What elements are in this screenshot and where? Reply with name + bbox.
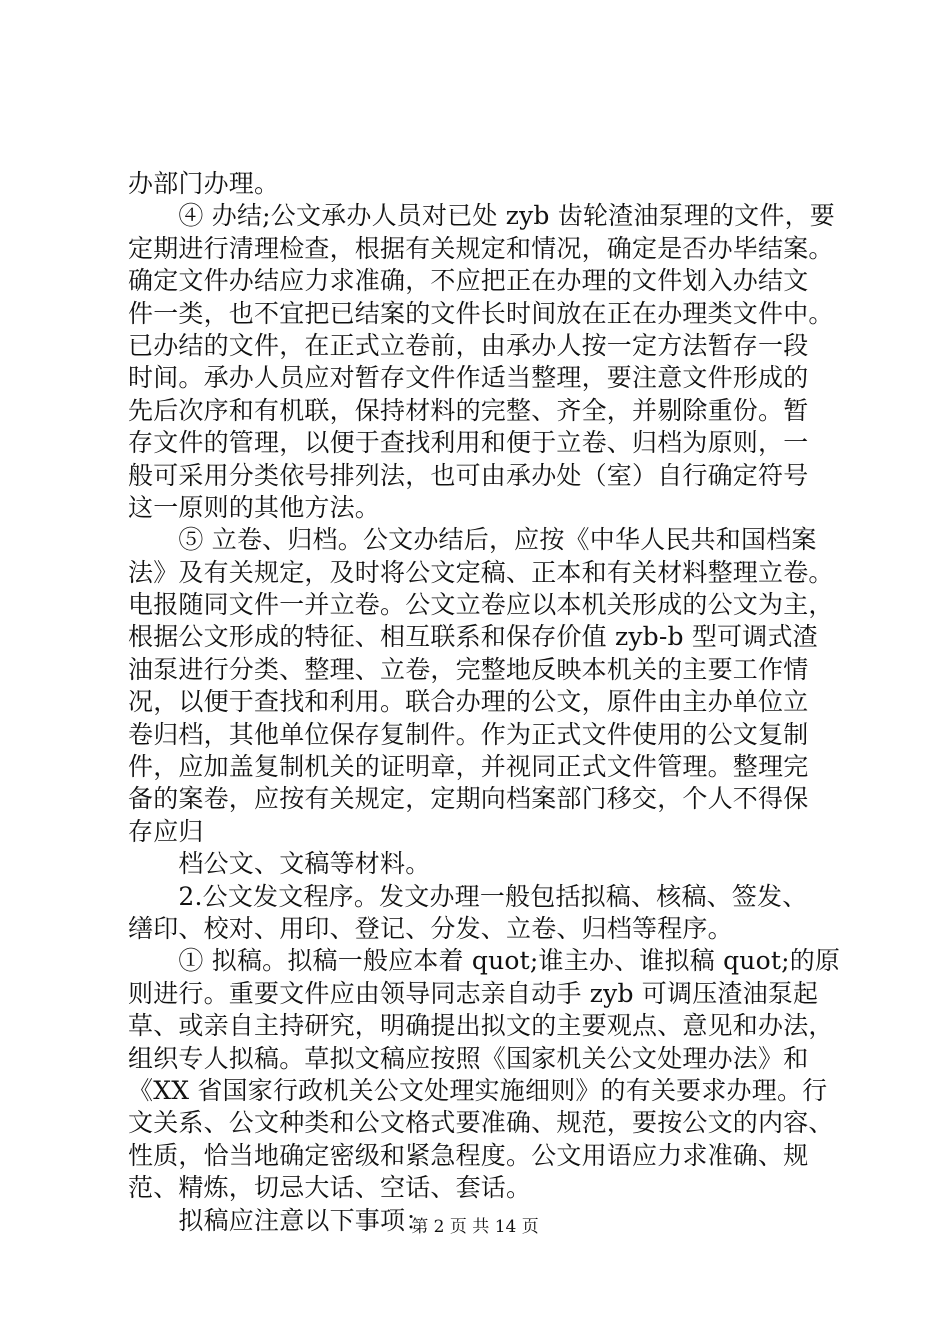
text-line: 文关系、公文种类和公文格式要准确、规范，要按公文的内容、 [128,1108,834,1138]
text-line: 件一类，也不宜把已结案的文件长时间放在正在办理类文件中。 [128,298,834,328]
text-line: 缮印、校对、用印、登记、分发、立卷、归档等程序。 [128,913,733,943]
text-line: 档公文、文稿等材料。 [128,849,431,879]
text-line: ① 拟稿。拟稿一般应本着 quot;谁主办、谁拟稿 quot;的原 [128,946,841,976]
text-line: 草、或亲自主持研究，明确提出拟文的主要观点、意见和办法， [128,1011,834,1041]
text-line: ④ 办结;公文承办人员对已处 zyb 齿轮渣油泵理的文件，要 [128,201,835,231]
text-line: 确定文件办结应力求准确，不应把正在办理的文件划入办结文 [128,266,809,296]
text-line: 这一原则的其他方法。 [128,492,381,522]
text-line: 备的案卷，应按有关规定，定期向档案部门移交，个人不得保 [128,784,809,814]
text-line: 《XX 省国家行政机关公文处理实施细则》的有关要求办理。行 [128,1075,828,1105]
text-line: 般可采用分类依号排列法，也可由承办处（室）自行确定符号 [128,460,809,490]
page-number-footer: 第 2 页 共 14 页 [411,1217,539,1237]
text-line: 油泵进行分类、整理、立卷，完整地反映本机关的主要工作情 [128,654,809,684]
text-line: 拟稿应注意以下事项： [128,1205,431,1235]
text-line: 件，应加盖复制机关的证明章，并视同正式文件管理。整理完 [128,752,809,782]
text-line: 性质，恰当地确定密级和紧急程度。公文用语应力求准确、规 [128,1140,809,1170]
document-body [128,168,848,1237]
text-line: 先后次序和有机联，保持材料的完整、齐全，并剔除重份。暂 [128,395,809,425]
text-line: ⑤ 立卷、归档。公文办结后，应按《中华人民共和国档案 [128,525,817,555]
text-line: 存文件的管理，以便于查找利用和便于立卷、归档为原则，一 [128,428,809,458]
text-line: 法》及有关规定，及时将公文定稿、正本和有关材料整理立卷。 [128,557,834,587]
text-line: 定期进行清理检查，根据有关规定和情况，确定是否办毕结案。 [128,233,834,263]
text-line: 2.公文发文程序。发文办理一般包括拟稿、核稿、签发、 [128,881,808,911]
text-line: 时间。承办人员应对暂存文件作适当整理，要注意文件形成的 [128,363,809,393]
text-line: 办部门办理。 [128,169,280,198]
text-line: 存应归 [128,816,204,846]
text-line: 根据公文形成的特征、相互联系和保存价值 zyb-b 型可调式渣 [128,622,818,652]
text-line: 卷归档，其他单位保存复制件。作为正式文件使用的公文复制 [128,719,809,749]
text-line: 电报随同文件一并立卷。公文立卷应以本机关形成的公文为主， [128,590,834,620]
text-line: 况，以便于查找和利用。联合办理的公文，原件由主办单位立 [128,687,809,717]
text-line: 组织专人拟稿。草拟文稿应按照《国家机关公文处理办法》和 [128,1043,809,1073]
text-line: 已办结的文件，在正式立卷前，由承办人按一定方法暂存一段 [128,330,809,360]
text-line: 则进行。重要文件应由领导同志亲自动手 zyb 可调压渣油泵起 [128,978,819,1008]
text-line: 范、精炼，切忌大话、空话、套话。 [128,1173,532,1203]
